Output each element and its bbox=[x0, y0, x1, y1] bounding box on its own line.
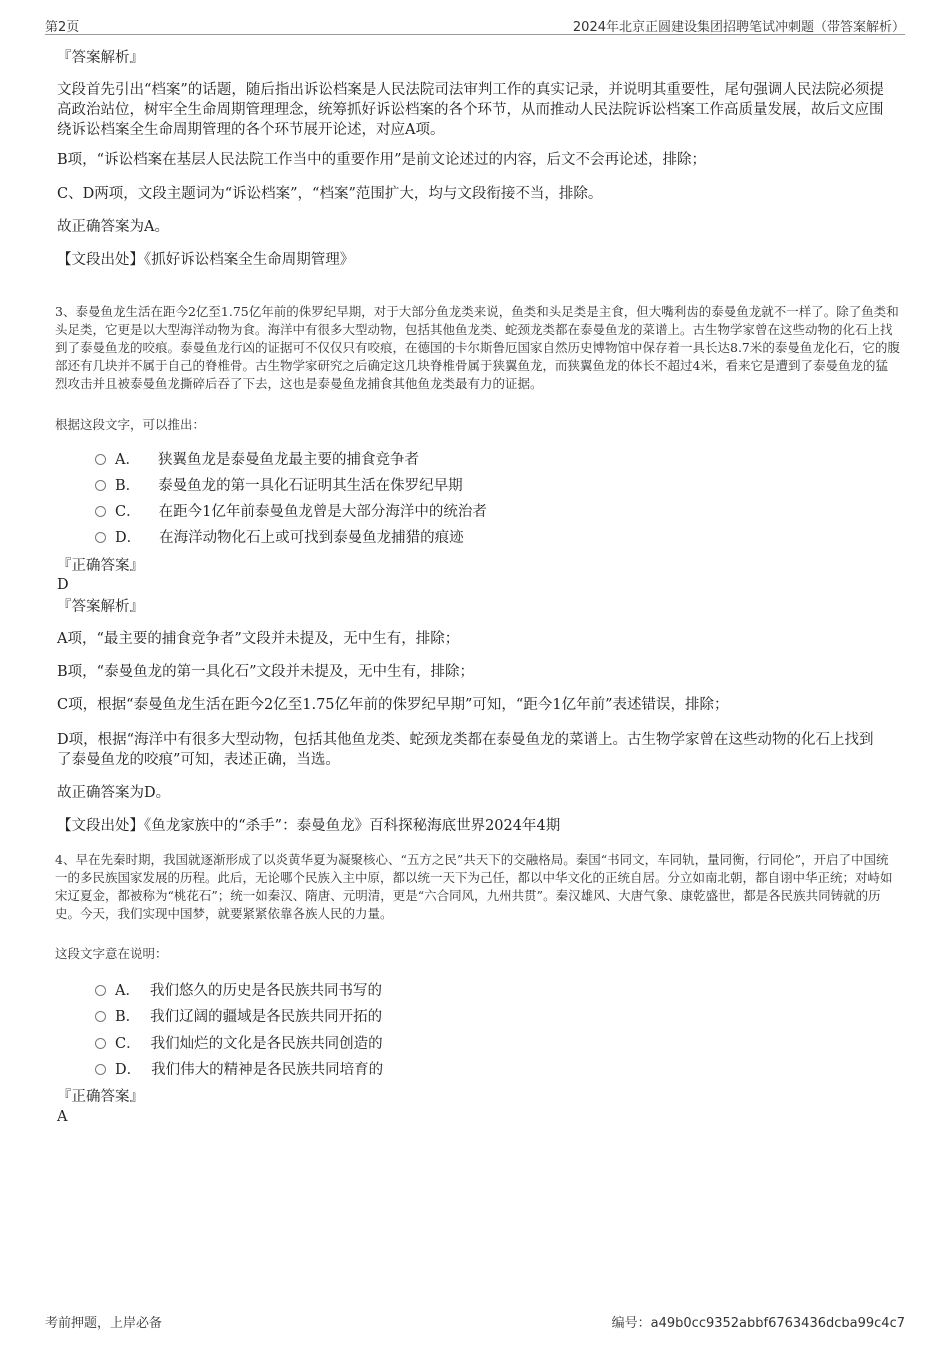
analysis-paragraph: 文段首先引出“档案”的话题，随后指出诉讼档案是人民法院司法审判工作的真实记录，并说明其重要性，尾句强调人民法院必须提高政治站位，树牢全生命周期管理理念，统筹抓好诉讼档案的各个环节，从而推动人民法院诉讼档案工作高质量发展，故后文应围绕诉讼档案全生命周期管理的各个环节展开论述，对应A项。 bbox=[57, 82, 884, 138]
document-id: 编号：a49b0cc9352abbf6763436dcba99c4c7 bbox=[611, 1316, 905, 1331]
document-title: 2024年北京正圆建设集团招聘笔试冲刺题（带答案解析） bbox=[572, 20, 905, 35]
page-header bbox=[45, 14, 905, 35]
analysis-paragraph: C项，根据“泰曼鱼龙生活在距今2亿至1.75亿年前的侏罗纪早期”可知，“距今1亿年前”表述错误，排除； bbox=[57, 697, 729, 713]
analysis-paragraph: A项，“最主要的捕食竞争者”文段并未提及，无中生有，排除； bbox=[57, 631, 460, 647]
footer-slogan: 考前押题，上岸必备 bbox=[45, 1316, 163, 1331]
radio-icon[interactable] bbox=[95, 1011, 106, 1022]
correct-answer: A bbox=[57, 1109, 68, 1125]
analysis-label: 『答案解析』 bbox=[57, 50, 144, 66]
analysis-label: 『答案解析』 bbox=[57, 599, 144, 615]
radio-icon[interactable] bbox=[95, 506, 106, 517]
analysis-paragraph: D项，根据“海洋中有很多大型动物，包括其他鱼龙类、蛇颈龙类都在泰曼鱼龙的菜谱上。古生物学家曾在这些动物的化石上找到了泰曼鱼龙的咬痕”可知，表述正确，当选。 bbox=[57, 732, 874, 768]
answer-statement: 故正确答案为D。 bbox=[57, 785, 171, 801]
radio-icon[interactable] bbox=[95, 1064, 106, 1075]
analysis-paragraph: C、D两项，文段主题词为“诉讼档案”，“档案”范围扩大，均与文段衔接不当，排除。 bbox=[57, 186, 603, 202]
page-number: 第2页 bbox=[45, 20, 80, 35]
correct-answer-label: 『正确答案』 bbox=[57, 558, 144, 574]
option-a[interactable]: A． 我们悠久的历史是各民族共同书写的 bbox=[95, 981, 382, 1001]
question-stem: 4、早在先秦时期，我国就逐渐形成了以炎黄华夏为凝聚核心、“五方之民”共天下的交融格局。秦国“书同文，车同轨，量同衡，行同伦”，开启了中国统一的多民族国家发展的历程。此后，无论哪个民族入主中原，都以统一天下为己任，都以中华文化的正统自居。分立如南北朝，都自诩中华正统；对峙如宋辽夏金，都被称为“桃花石”；统一如秦汉、隋唐、元明清，更是“六合同风，九州共贯”。秦汉雄风、大唐气象、康乾盛世，都是各民族共同铸就的历史。今天，我们实现中国梦，就要紧紧依靠各族人民的力量。 bbox=[55, 852, 893, 921]
option-c[interactable]: C． 我们灿烂的文化是各民族共同创造的 bbox=[95, 1034, 383, 1054]
question-stem: 3、泰曼鱼龙生活在距今2亿至1.75亿年前的侏罗纪早期，对于大部分鱼龙类来说，鱼类和头足类是主食，但大嘴利齿的泰曼鱼龙就不一样了。除了鱼类和头足类，它更是以大型海洋动物为食。海洋中有很多大型动物，包括其他鱼龙类、蛇颈龙类都在泰曼鱼龙的菜谱上。古生物学家曾在这些动物的化石上找到了泰曼鱼龙的咬痕。泰曼鱼龙行凶的证据可不仅仅只有咬痕，在德国的卡尔斯鲁厄国家自然历史博物馆中保存着一具长达8.7米的泰曼鱼龙化石，它的腹部还有几块并不属于自己的脊椎骨。古生物学家研究之后确定这几块脊椎骨属于狭翼鱼龙，而狭翼鱼龙的体长不超过4米，看来它是遭到了泰曼鱼龙的猛烈攻击并且被泰曼鱼龙撕碎后吞了下去，这也是泰曼鱼龙捕食其他鱼龙类最有力的证据。 bbox=[55, 304, 900, 391]
option-c[interactable]: C． 在距今1亿年前泰曼鱼龙曾是大部分海洋中的统治者 bbox=[95, 502, 487, 522]
option-b[interactable]: B． 泰曼鱼龙的第一具化石证明其生活在侏罗纪早期 bbox=[95, 476, 463, 496]
question-prompt: 根据这段文字，可以推出： bbox=[55, 417, 206, 432]
analysis-paragraph: B项，“诉讼档案在基层人民法院工作当中的重要作用”是前文论述过的内容，后文不会再论述，排除； bbox=[57, 152, 706, 168]
option-d[interactable]: D． 在海洋动物化石上或可找到泰曼鱼龙捕猎的痕迹 bbox=[95, 528, 464, 548]
radio-icon[interactable] bbox=[95, 532, 106, 543]
answer-statement: 故正确答案为A。 bbox=[57, 219, 169, 235]
page-footer bbox=[45, 1312, 905, 1332]
radio-icon[interactable] bbox=[95, 985, 106, 996]
radio-icon[interactable] bbox=[95, 1038, 106, 1049]
source-citation: 【文段出处】《鱼龙家族中的“杀手”：泰曼鱼龙》百科探秘海底世界2024年4期 bbox=[57, 818, 561, 834]
source-citation: 【文段出处】《抓好诉讼档案全生命周期管理》 bbox=[57, 252, 355, 268]
option-a[interactable]: A． 狭翼鱼龙是泰曼鱼龙最主要的捕食竞争者 bbox=[95, 450, 419, 470]
radio-icon[interactable] bbox=[95, 454, 106, 465]
analysis-paragraph: B项，“泰曼鱼龙的第一具化石”文段并未提及，无中生有，排除； bbox=[57, 664, 474, 680]
option-d[interactable]: D． 我们伟大的精神是各民族共同培育的 bbox=[95, 1060, 383, 1080]
correct-answer: D bbox=[57, 577, 69, 593]
option-b[interactable]: B． 我们辽阔的疆域是各民族共同开拓的 bbox=[95, 1007, 382, 1027]
radio-icon[interactable] bbox=[95, 480, 106, 491]
question-prompt: 这段文字意在说明： bbox=[55, 946, 168, 961]
correct-answer-label: 『正确答案』 bbox=[57, 1089, 144, 1105]
